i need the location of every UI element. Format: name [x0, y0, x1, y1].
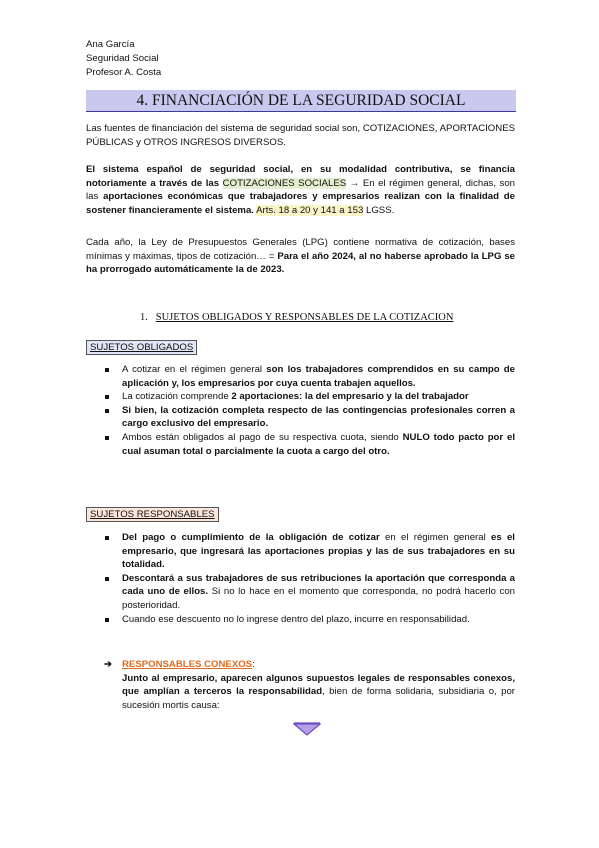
item-bold: son los trabajadores comprendidos en su campo de aplicación y, los empresarios por cuya cuenta trabajen aquellos.	[122, 364, 515, 389]
conexos-heading: ➔ RESPONSABLES CONEXOS:	[104, 659, 255, 670]
p2-bold-definition: aportaciones económicas que trabajadores y empresarios realizan con la finalidad de sostener financieramente el sistema.	[86, 191, 515, 216]
item-bold: Descontará a sus trabajadores de sus retribuciones la aportación que corresponda a cada uno de ellos.	[122, 572, 515, 598]
section-1-title: SUJETOS OBLIGADOS Y RESPONSABLES DE LA COTIZACION	[155, 312, 454, 323]
list-item	[104, 572, 515, 613]
item-text: Ambos están obligados al pago de su respectiva cuota, siendo	[122, 432, 399, 444]
item-text: en el régimen general	[385, 532, 486, 543]
item-text: Cuando ese descuento no lo ingrese dentro del plazo, incurre en responsabilidad.	[122, 613, 470, 625]
obligados-list	[104, 363, 515, 458]
intro-paragraph-2	[86, 163, 515, 217]
conexos-bold: Junto al empresario, aparecen algunos supuestos legales de responsables conexos, que amplían a terceros la responsabilidad	[122, 672, 515, 698]
p3-text: Cada año, la Ley de Presupuestos Generales (LPG) contiene normativa de cotización, bases mínimas y máximas, tipos de cotización… =	[86, 237, 515, 262]
sujetos-responsables-label: SUJETOS RESPONSABLES	[86, 507, 219, 522]
item-text: A cotizar en el régimen general	[122, 364, 263, 375]
professor-name: Profesor A. Costa	[86, 67, 162, 78]
conexos-rest: , bien de forma solidaria, subsidiaria o, por sucesión mortis causa:	[122, 686, 515, 711]
responsables-list	[104, 531, 515, 626]
section-1-heading	[140, 311, 453, 326]
list-item	[104, 404, 515, 431]
list-item	[104, 390, 515, 404]
p3-bold: Para el año 2024, al no haberse aprobado la LPG se ha prorrogado automáticamente la de 2023.	[86, 250, 515, 276]
author-name: Ana García	[86, 39, 135, 50]
p2-bold-lead: El sistema español de seguridad social, en su modalidad contributiva, se financia notoriamente a través de las	[86, 164, 515, 189]
articles-reference-highlight: Arts. 18 a 20 y 141 a 153	[256, 204, 364, 216]
item-bold: 2 aportaciones: la del empresario y la del trabajador	[231, 391, 469, 403]
p2-mid: → En el régimen general, dichas, son las	[86, 177, 516, 203]
item-bold-2: es el empresario, que ingresará las aportaciones propias y las de sus trabajadores en su totalidad.	[122, 532, 515, 571]
list-item	[104, 531, 515, 572]
conexos-body	[104, 672, 515, 713]
arrow-right-icon: ➔	[104, 659, 113, 670]
item-bold: NULO todo pacto por el cual asuman total o parcialmente la cuota a cargo del otro.	[122, 432, 516, 457]
conexos-label: RESPONSABLES CONEXOS	[122, 659, 253, 670]
down-arrow-icon	[293, 722, 321, 736]
list-item	[104, 363, 515, 390]
chapter-title: 4. FINANCIACIÓN DE LA SEGURIDAD SOCIAL	[86, 90, 516, 112]
responsables-conexos-block	[104, 658, 515, 712]
item-text: La cotización comprende	[122, 391, 229, 403]
sujetos-obligados-label: SUJETOS OBLIGADOS	[86, 340, 197, 355]
section-1-number: 1.	[140, 312, 148, 323]
p2-end: LGSS.	[366, 204, 395, 216]
list-item	[104, 613, 515, 627]
author-header	[86, 38, 161, 80]
course-name: Seguridad Social	[86, 53, 159, 64]
list-item	[104, 431, 515, 458]
item-bold: Del pago o cumplimiento de la obligación de cotizar	[122, 532, 380, 543]
cotizaciones-sociales-highlight: COTIZACIONES SOCIALES	[222, 177, 347, 189]
item-text: Si no lo hace en el momento que corresponda, no podrá hacerlo con posterioridad.	[122, 586, 516, 612]
intro-paragraph-1: Las fuentes de financiación del sistema de seguridad social son, COTIZACIONES, APORTACIONES PÚBLICAS y OTROS INGRESOS DIVERSOS.	[86, 123, 515, 148]
item-bold: Si bien, la cotización completa respecto de las contingencias profesionales corren a cargo exclusivo del empresario.	[122, 404, 515, 430]
intro-paragraph-3	[86, 236, 515, 277]
